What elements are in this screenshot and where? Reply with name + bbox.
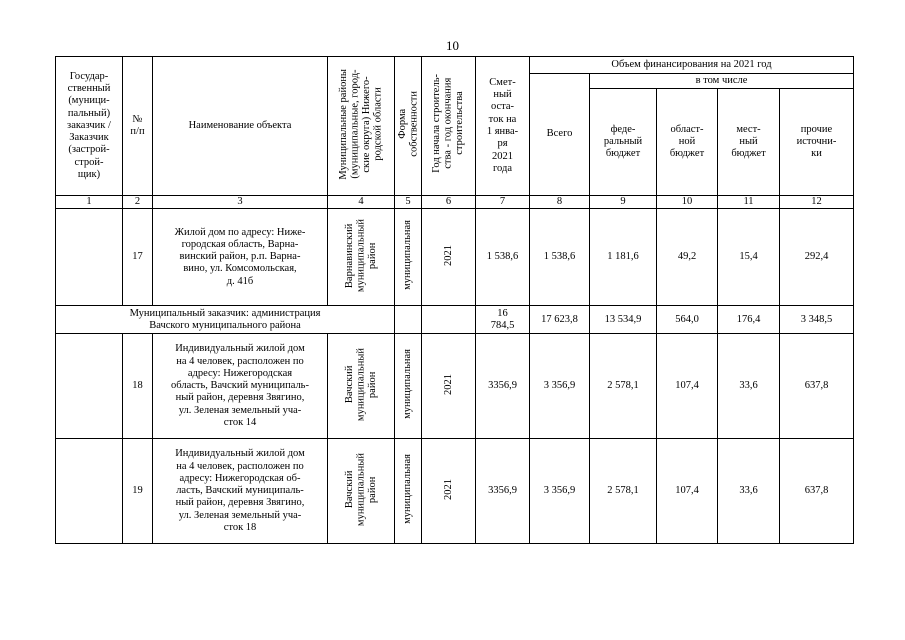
financing-table bbox=[55, 56, 854, 544]
local-cell: 33,6 bbox=[718, 439, 780, 544]
col-num: 11 bbox=[718, 196, 780, 209]
subtotal-label: Муниципальный заказчик: администрация Вачского муниципального района bbox=[56, 306, 395, 334]
local-cell: 33,6 bbox=[718, 334, 780, 439]
column-numbers-row bbox=[56, 196, 854, 209]
table-row bbox=[56, 439, 854, 544]
col-num: 6 bbox=[422, 196, 476, 209]
other-cell: 637,8 bbox=[780, 334, 854, 439]
row-num: 19 bbox=[123, 439, 153, 544]
total-cell: 3 356,9 bbox=[530, 334, 590, 439]
district-cell: Варнавинский муниципальный район bbox=[328, 209, 395, 306]
customer-cell bbox=[56, 334, 123, 439]
subtotal-local: 176,4 bbox=[718, 306, 780, 334]
header-years: Год начала строитель- ства - год окончания строительства bbox=[422, 57, 476, 196]
header-name: Наименование объекта bbox=[153, 57, 328, 196]
ownership-cell: муниципальная bbox=[395, 334, 422, 439]
header-customer: Государ- ственный (муници- пальный) заказчик / Заказчик (застрой- строй- щик) bbox=[56, 57, 123, 196]
col-num: 8 bbox=[530, 196, 590, 209]
subtotal-total: 17 623,8 bbox=[530, 306, 590, 334]
balance-cell: 1 538,6 bbox=[476, 209, 530, 306]
col-num: 3 bbox=[153, 196, 328, 209]
header-including: в том числе bbox=[590, 74, 854, 89]
object-name: Индивидуальный жилой дом на 4 человек, расположен по адресу: Нижегородская область, Вачский муниципаль- ный район, деревня Звягино, ул. Зеленая земельный уча- сток 14 bbox=[153, 334, 328, 439]
balance-cell: 3356,9 bbox=[476, 439, 530, 544]
page-number: 10 bbox=[446, 38, 459, 53]
local-cell: 15,4 bbox=[718, 209, 780, 306]
header-other: прочие источни- ки bbox=[780, 89, 854, 196]
col-num: 9 bbox=[590, 196, 657, 209]
subtotal-balance: 16 784,5 bbox=[476, 306, 530, 334]
district-cell: Вачский муниципальный район bbox=[328, 439, 395, 544]
district-cell: Вачский муниципальный район bbox=[328, 334, 395, 439]
header-ownership: Форма собственности bbox=[395, 57, 422, 196]
subtotal-federal: 13 534,9 bbox=[590, 306, 657, 334]
customer-cell bbox=[56, 439, 123, 544]
federal-cell: 2 578,1 bbox=[590, 439, 657, 544]
years-cell: 2021 bbox=[422, 209, 476, 306]
subtotal-other: 3 348,5 bbox=[780, 306, 854, 334]
col-num: 5 bbox=[395, 196, 422, 209]
object-name: Жилой дом по адресу: Ниже- городская область, Варна- винский район, р.п. Варна- вино, ул. Комсомольская, д. 41б bbox=[153, 209, 328, 306]
header-district: Муниципальные районы (муниципальные, город- ские округа) Нижего- родской области bbox=[328, 57, 395, 196]
header-regional: област- ной бюджет bbox=[657, 89, 718, 196]
federal-cell: 1 181,6 bbox=[590, 209, 657, 306]
col-num: 2 bbox=[123, 196, 153, 209]
header-total: Всего bbox=[530, 74, 590, 196]
other-cell: 637,8 bbox=[780, 439, 854, 544]
ownership-cell: муниципальная bbox=[395, 439, 422, 544]
federal-cell: 2 578,1 bbox=[590, 334, 657, 439]
object-name: Индивидуальный жилой дом на 4 человек, расположен по адресу: Нижегородская об- ласть, Вачский муниципаль- ный район, деревня Звягино, ул. Зеленая земельный уча- сток 18 bbox=[153, 439, 328, 544]
years-cell: 2021 bbox=[422, 439, 476, 544]
regional-cell: 49,2 bbox=[657, 209, 718, 306]
subtotal-regional: 564,0 bbox=[657, 306, 718, 334]
header-federal: феде- ральный бюджет bbox=[590, 89, 657, 196]
years-cell: 2021 bbox=[422, 334, 476, 439]
regional-cell: 107,4 bbox=[657, 334, 718, 439]
total-cell: 3 356,9 bbox=[530, 439, 590, 544]
col-num: 7 bbox=[476, 196, 530, 209]
header-balance: Смет- ный оста- ток на 1 янва- ря 2021 года bbox=[476, 57, 530, 196]
col-num: 10 bbox=[657, 196, 718, 209]
header-funding: Объем финансирования на 2021 год bbox=[530, 57, 854, 74]
row-num: 18 bbox=[123, 334, 153, 439]
col-num: 4 bbox=[328, 196, 395, 209]
subtotal-row bbox=[56, 306, 854, 334]
col-num: 12 bbox=[780, 196, 854, 209]
ownership-cell: муниципальная bbox=[395, 209, 422, 306]
table-row bbox=[56, 334, 854, 439]
ownership-cell bbox=[395, 306, 422, 334]
table-row bbox=[56, 209, 854, 306]
row-num: 17 bbox=[123, 209, 153, 306]
header-num: № п/п bbox=[123, 57, 153, 196]
other-cell: 292,4 bbox=[780, 209, 854, 306]
total-cell: 1 538,6 bbox=[530, 209, 590, 306]
regional-cell: 107,4 bbox=[657, 439, 718, 544]
col-num: 1 bbox=[56, 196, 123, 209]
years-cell bbox=[422, 306, 476, 334]
balance-cell: 3356,9 bbox=[476, 334, 530, 439]
header-local: мест- ный бюджет bbox=[718, 89, 780, 196]
customer-cell bbox=[56, 209, 123, 306]
